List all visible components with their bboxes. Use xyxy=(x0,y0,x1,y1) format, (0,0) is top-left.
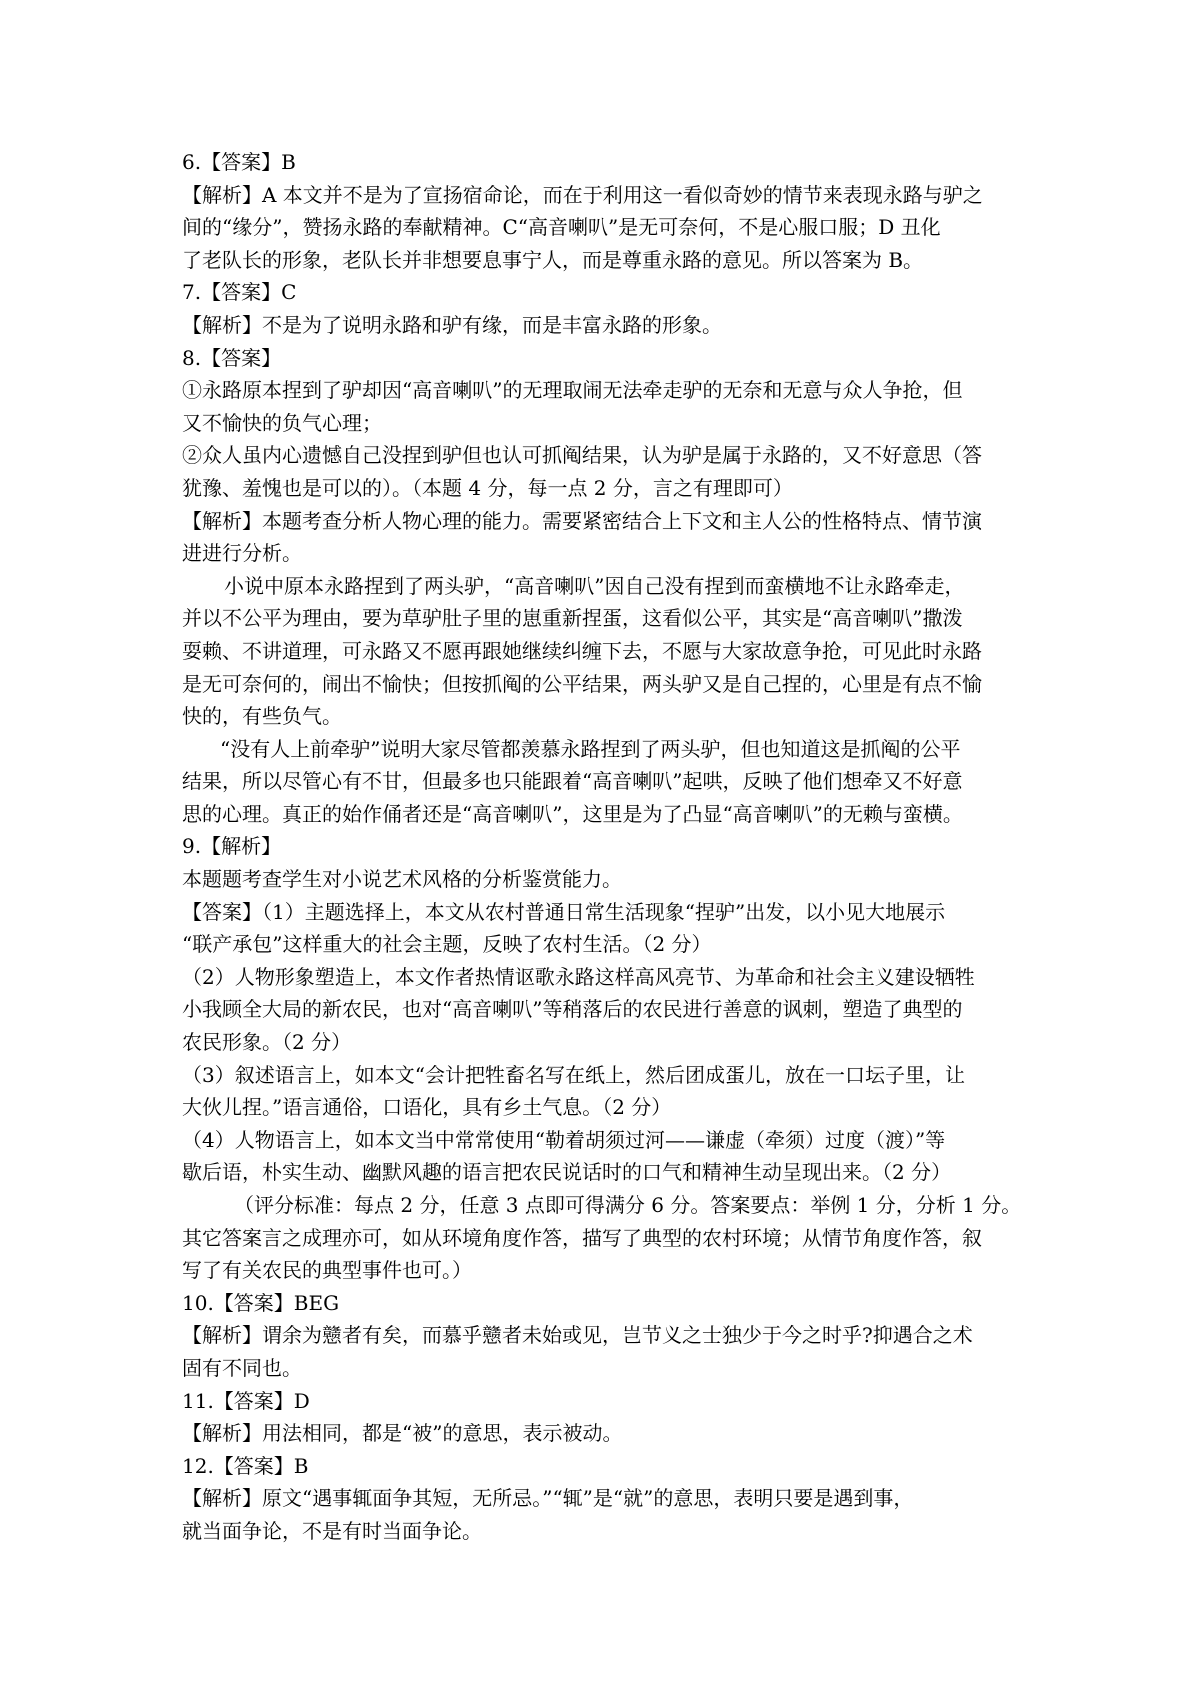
q9-answer-point-3-line-1: （3）叙述语言上，如本文“会计把牲畜名写在纸上，然后团成蛋儿，放在一口坛子里，让 xyxy=(182,1062,965,1087)
q8-paragraph-1-line-2: 并以不公平为理由，要为草驴肚子里的崽重新捏蛋，这看似公平，其实是“高音喇叭”撒泼 xyxy=(182,606,963,631)
q7-analysis: 【解析】不是为了说明永路和驴有缘，而是丰富永路的形象。 xyxy=(182,312,722,337)
q11-analysis: 【解析】用法相同，都是“被”的意思，表示被动。 xyxy=(182,1421,623,1446)
q6-analysis-line-2: 间的“缘分”，赞扬永路的奉献精神。C“高音喇叭”是无可奈何，不是心服口服；D 丑化 xyxy=(182,215,941,240)
q8-analysis-line-2: 进进行分析。 xyxy=(182,541,302,566)
q12-answer: 12.【答案】B xyxy=(182,1453,309,1478)
q9-answer-point-2-line-3: 农民形象。（2 分） xyxy=(182,1030,352,1055)
q6-analysis-line-1: 【解析】A 本文并不是为了宣扬宿命论，而在于利用这一看似奇妙的情节来表现永路与驴之 xyxy=(182,182,983,207)
q10-analysis-line-2: 固有不同也。 xyxy=(182,1355,302,1380)
q9-answer-point-2-line-2: 小我顾全大局的新农民，也对“高音喇叭”等稍落后的农民进行善意的讽刺，塑造了典型的 xyxy=(182,997,963,1022)
q8-paragraph-2-line-2: 结果，所以尽管心有不甘，但最多也只能跟着“高音喇叭”起哄，反映了他们想牵又不好意 xyxy=(182,769,963,794)
q8-analysis-line-1: 【解析】本题考查分析人物心理的能力。需要紧密结合上下文和主人公的性格特点、情节演 xyxy=(182,508,982,533)
q9-answer-point-1-line-2: “联产承包”这样重大的社会主题，反映了农村生活。（2 分） xyxy=(182,932,712,957)
q8-paragraph-1-line-5: 快的，有些负气。 xyxy=(182,704,342,729)
q9-scoring-line-3: 写了有关农民的典型事件也可。） xyxy=(182,1258,472,1283)
q9-analysis-heading: 9.【解析】 xyxy=(182,834,282,859)
q9-answer-point-2-line-1: （2）人物形象塑造上，本文作者热情讴歌永路这样高风亮节、为革命和社会主义建设牺牲 xyxy=(182,964,975,989)
q9-answer-point-1-line-1: 【答案】（1）主题选择上，本文从农村普通日常生活现象“捏驴”出发，以小见大地展示 xyxy=(182,899,946,924)
q12-analysis-line-1: 【解析】原文“遇事辄面争其短，无所忌。”“辄”是“就”的意思，表明只要是遇到事， xyxy=(182,1486,914,1511)
q8-point-1-line-1: ①永路原本捏到了驴却因“高音喇叭”的无理取闹无法牵走驴的无奈和无意与众人争抢，但 xyxy=(182,378,963,403)
q8-point-2-line-1: ②众人虽内心遗憾自己没捏到驴但也认可抓阄结果，认为驴是属于永路的，又不好意思（答 xyxy=(182,443,982,468)
q9-answer-point-4-line-1: （4）人物语言上，如本文当中常常使用“勒着胡须过河——谦虚（牵须）过度（渡）”等 xyxy=(182,1127,946,1152)
q10-analysis-line-1: 【解析】谓余为戆者有矣，而慕乎戆者未始或见，岂节义之士独少于今之时乎?抑遇合之术 xyxy=(182,1323,973,1348)
q8-point-1-line-2: 又不愉快的负气心理； xyxy=(182,410,382,435)
q12-analysis-line-2: 就当面争论，不是有时当面争论。 xyxy=(182,1518,482,1543)
q9-scoring-line-1: （评分标准：每点 2 分，任意 3 点即可得满分 6 分。答案要点：举例 1 分，分析 1 分。 xyxy=(234,1193,1022,1217)
q9-scoring-line-2: 其它答案言之成理亦可，如从环境角度作答，描写了典型的农村环境；从情节角度作答，叙 xyxy=(182,1225,982,1250)
q7-answer: 7.【答案】C xyxy=(182,280,297,305)
q8-paragraph-2-line-3: 思的心理。真正的始作俑者还是“高音喇叭”，这里是为了凸显“高音喇叭”的无赖与蛮横。 xyxy=(182,801,963,826)
q6-answer: 6.【答案】B xyxy=(182,150,296,174)
q6-analysis-line-3: 了老队长的形象，老队长并非想要息事宁人，而是尊重永路的意见。所以答案为 B。 xyxy=(182,247,924,272)
q8-paragraph-2-line-1: “没有人上前牵驴”说明大家尽管都羡慕永路捏到了两头驴，但也知道这是抓阄的公平 xyxy=(220,736,961,761)
q11-answer: 11.【答案】D xyxy=(182,1388,310,1413)
q9-answer-point-3-line-2: 大伙儿捏。”语言通俗，口语化，具有乡土气息。（2 分） xyxy=(182,1095,672,1120)
q8-paragraph-1-line-3: 耍赖、不讲道理，可永路又不愿再跟她继续纠缠下去，不愿与大家故意争抢，可见此时永路 xyxy=(182,638,982,663)
answer-key-document xyxy=(182,146,1028,1548)
q8-paragraph-1-line-1: 小说中原本永路捏到了两头驴，“高音喇叭”因自己没有捏到而蛮横地不让永路牵走， xyxy=(224,573,965,598)
q8-paragraph-1-line-4: 是无可奈何的，闹出不愉快；但按抓阄的公平结果，两头驴又是自己捏的，心里是有点不愉 xyxy=(182,671,982,696)
q10-answer: 10.【答案】BEG xyxy=(182,1290,340,1315)
q9-analysis-text: 本题题考查学生对小说艺术风格的分析鉴赏能力。 xyxy=(182,867,622,892)
q8-point-2-line-2: 犹豫、羞愧也是可以的）。（本题 4 分，每一点 2 分，言之有理即可） xyxy=(182,475,793,500)
q8-answer-heading: 8.【答案】 xyxy=(182,345,282,370)
q9-answer-point-4-line-2: 歇后语，朴实生动、幽默风趣的语言把农民说话时的口气和精神生动呈现出来。（2 分） xyxy=(182,1160,952,1185)
